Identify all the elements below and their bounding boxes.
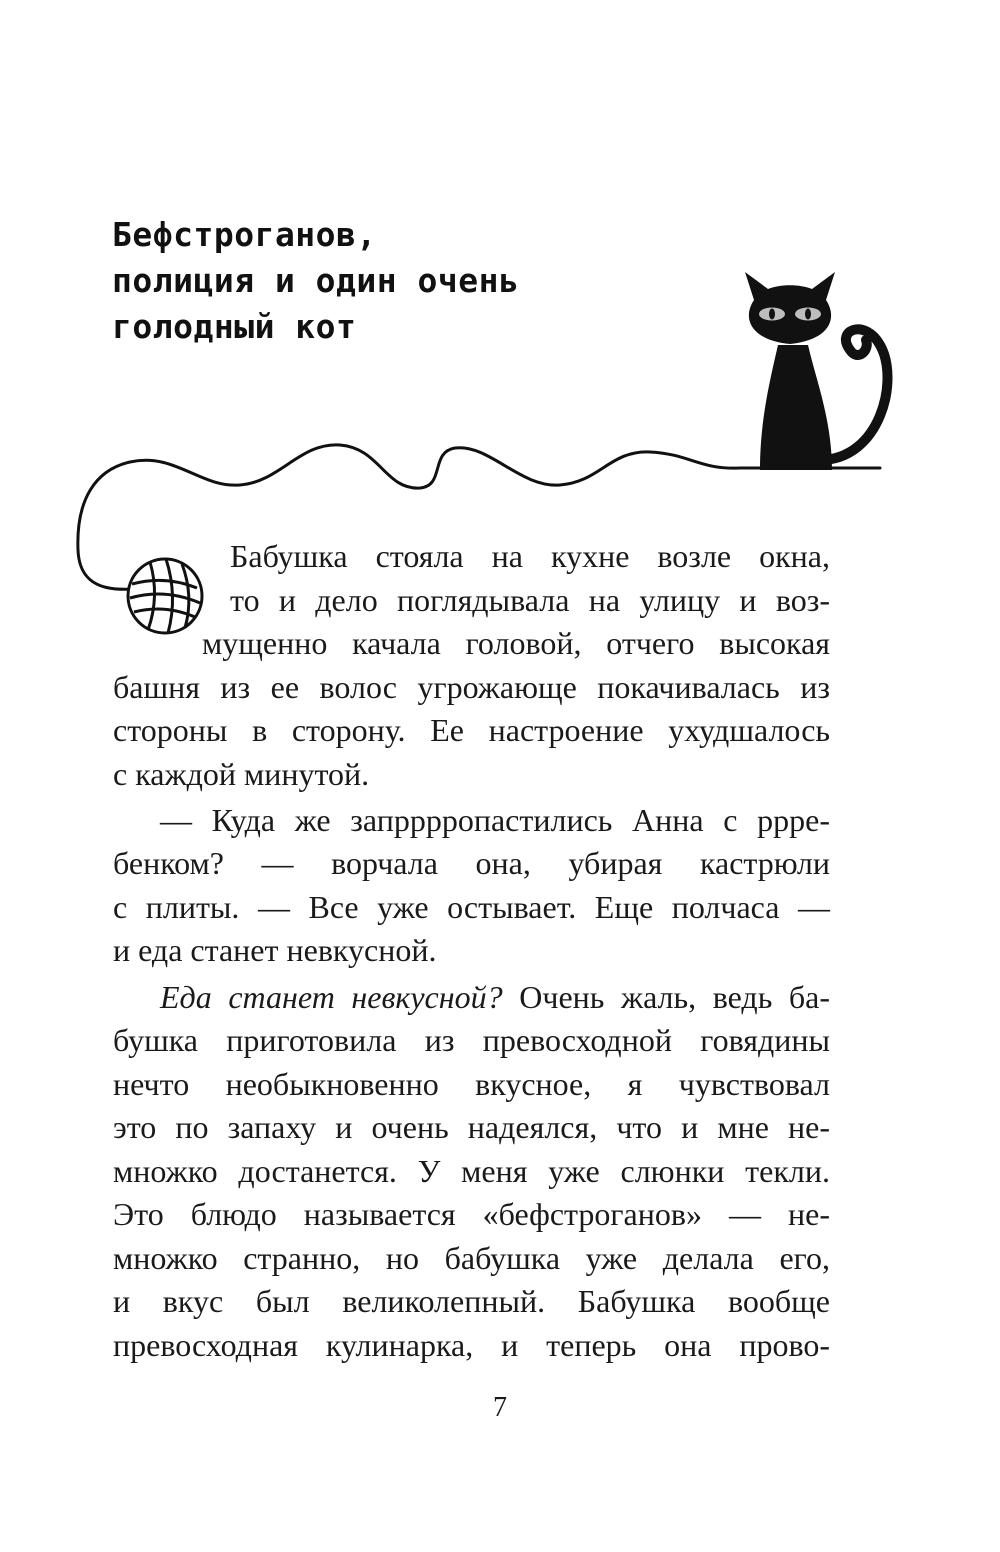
chapter-title-line: голодный кот bbox=[112, 307, 357, 346]
text-span: Очень жаль, ведь ба- bbox=[519, 979, 831, 1015]
text-line bbox=[160, 976, 830, 1020]
text-line: — Куда же запрррропастились Анна с ррре- bbox=[160, 802, 830, 838]
black-cat-icon bbox=[745, 272, 888, 470]
text-line: это по запаху и очень надеялся, что и мне не- bbox=[113, 1109, 830, 1145]
text-line: мущенно качала головой, отчего высокая bbox=[202, 625, 830, 661]
text-line: бенком? — ворчала она, убирая кастрюли bbox=[113, 845, 830, 881]
italic-phrase: Еда станет невкусной? bbox=[160, 979, 503, 1015]
text-line: с плиты. — Все уже остывает. Еще полчаса — bbox=[113, 889, 830, 925]
text-line: множко странно, но бабушка уже делала его, bbox=[113, 1240, 830, 1276]
text-line: Бабушка стояла на кухне возле окна, bbox=[230, 538, 830, 574]
page-number: 7 bbox=[493, 1392, 507, 1423]
chapter-title bbox=[112, 212, 712, 350]
text-line: нечто необыкновенно вкусное, я чувствовал bbox=[113, 1066, 830, 1102]
text-line: с каждой минутой. bbox=[113, 756, 370, 792]
text-line: множко достанется. У меня уже слюнки текли. bbox=[113, 1153, 830, 1189]
text-line: превосходная кулинарка, и теперь она прово- bbox=[113, 1327, 830, 1363]
yarn-ball-icon bbox=[128, 559, 202, 633]
text-line: и вкус был великолепный. Бабушка вообще bbox=[113, 1283, 830, 1319]
text-line: и еда станет невкусной. bbox=[113, 932, 437, 968]
chapter-title-line: полиция и один очень bbox=[112, 261, 520, 300]
text-line: Это блюдо называется «бефстроганов» — не- bbox=[113, 1196, 830, 1232]
text-line: то и дело поглядывала на улицу и воз- bbox=[230, 582, 830, 618]
text-line: стороны в сторону. Ее настроение ухудшалось bbox=[113, 712, 830, 748]
chapter-title-line: Бефстроганов, bbox=[112, 215, 377, 254]
text-line: башня из ее волос угрожающе покачивалась из bbox=[113, 669, 830, 705]
text-line: бушка приготовила из превосходной говядины bbox=[113, 1022, 830, 1058]
